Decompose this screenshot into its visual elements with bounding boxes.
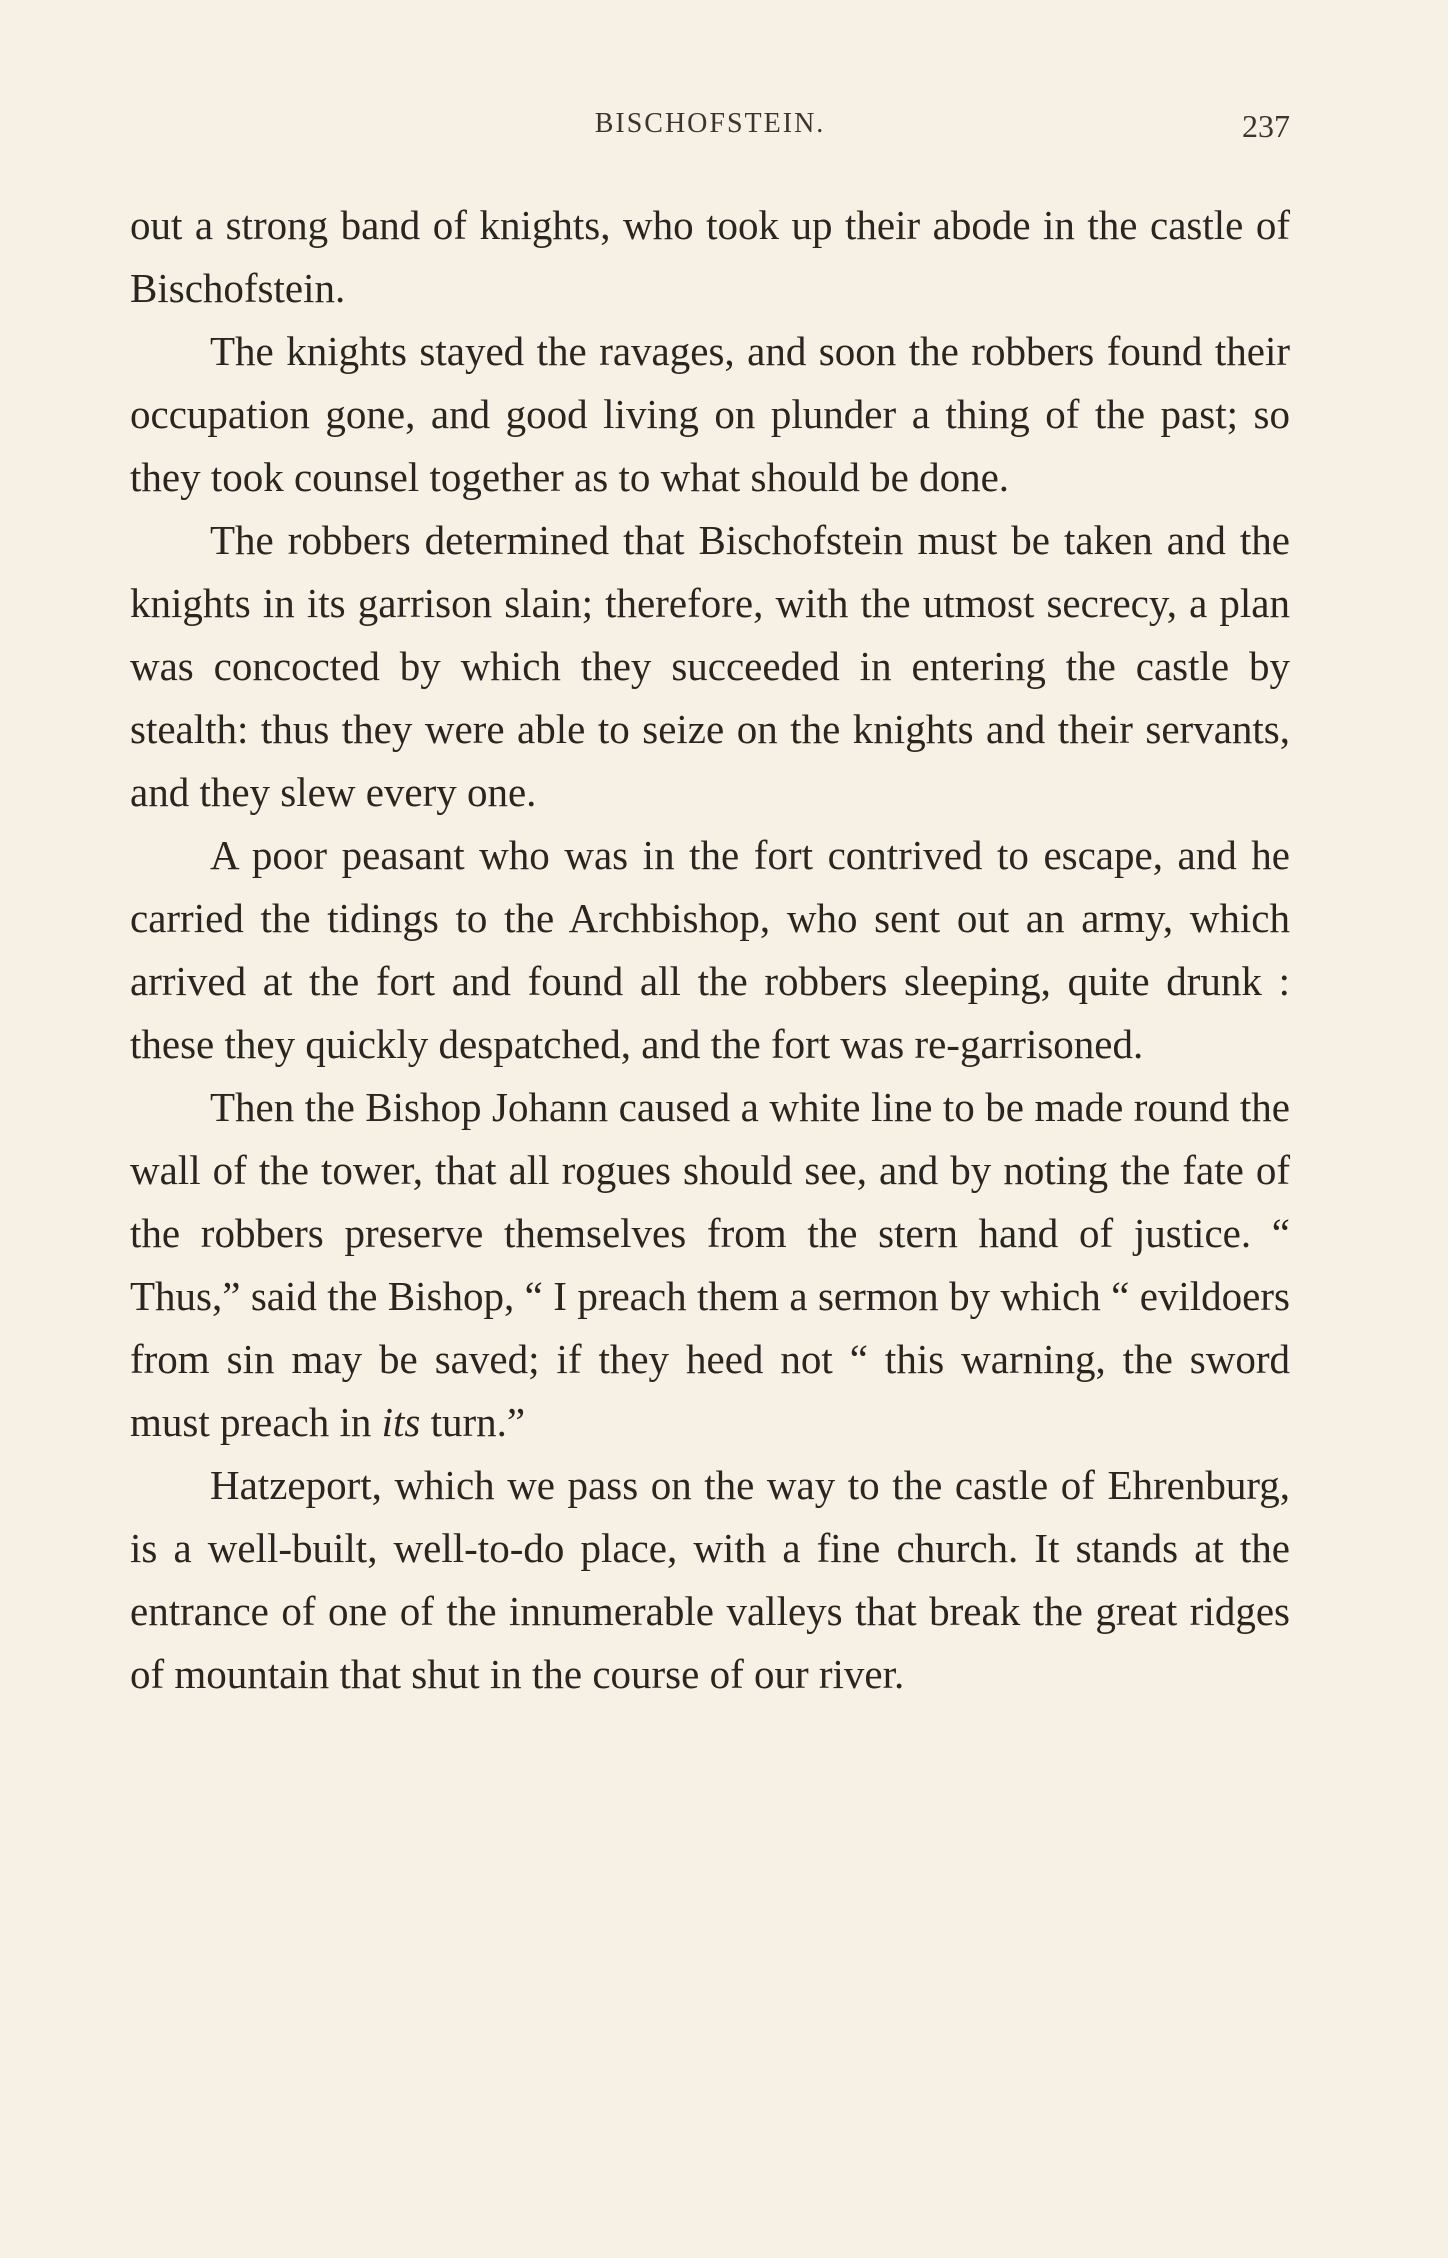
body-text: [130, 194, 1290, 1706]
running-head: [130, 108, 1290, 148]
paragraph-continued: out a strong band of knights, who took up their abode in the castle of Bischofstein.: [130, 202, 1290, 311]
paragraph-robbers: The robbers determined that Bischofstein must be taken and the knights in its garrison slain; therefore, with the utmost secrecy, a plan was concocted by which they succeeded in entering the castle by stealth: thus they were able to seize on the knights and their servants, and they slew every one.: [130, 517, 1290, 815]
paragraph-hatzeport: Hatzeport, which we pass on the way to the castle of Ehrenburg, is a well-built, well-to-do place, with a fine church. It stands at the entrance of one of the innumerable valleys that break the great ridges of mountain that shut in the course of our river.: [130, 1462, 1290, 1697]
paragraph-knights: The knights stayed the ravages, and soon the robbers found their occupation gone, and good living on plunder a thing of the past; so they took counsel together as to what should be done.: [130, 328, 1290, 500]
paragraph-peasant: A poor peasant who was in the fort contrived to escape, and he carried the tidings to the Archbishop, who sent out an army, which arrived at the fort and found all the robbers sleeping, quite drunk : these they quickly despatched, and the fort was re-garrisoned.: [130, 832, 1290, 1067]
bishop-text-start: Then the Bishop Johann caused a white line to be made round the wall of the tower, that all rogues should see, and by noting the fate of the robbers preserve themselves from the stern hand of justice. “ Thus,” said the Bishop, “ I preach them a sermon by which “ evildoers from sin may be saved; if they heed not “ this warning, the sword must preach in: [130, 1084, 1290, 1445]
page-number: 237: [1242, 108, 1290, 144]
running-title: BISCHOFSTEIN.: [594, 108, 826, 139]
bishop-text-end: turn.”: [420, 1399, 526, 1445]
paragraph-bishop: [130, 1076, 1290, 1454]
bishop-text-italic: its: [381, 1399, 421, 1445]
